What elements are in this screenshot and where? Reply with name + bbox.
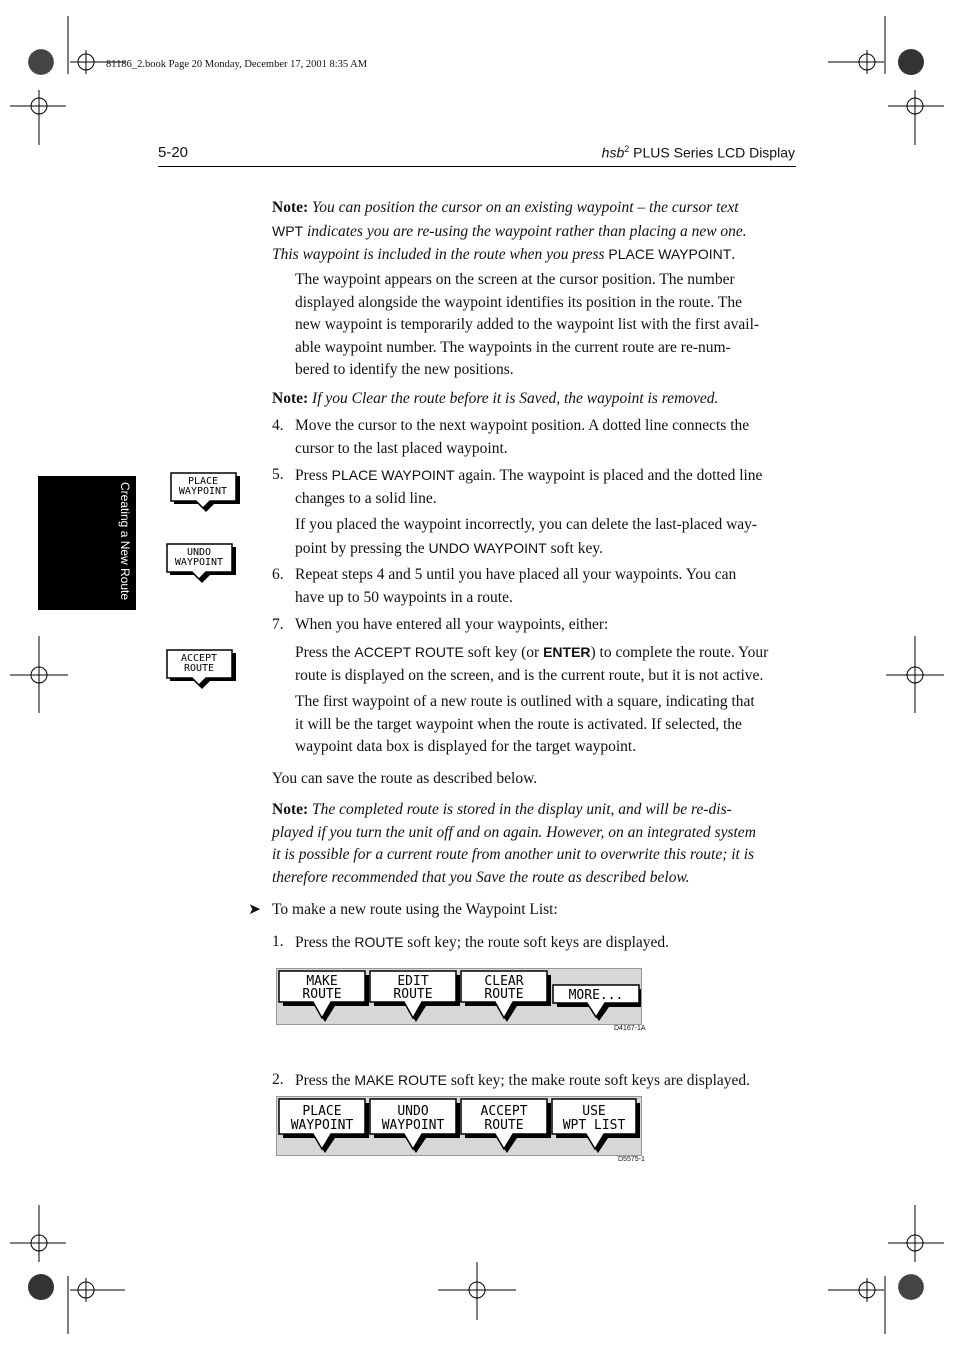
- undo-waypoint-key-icon: [166, 543, 238, 585]
- route-soft-keys: [276, 968, 642, 1025]
- accept-route-key: [461, 1099, 551, 1153]
- step-number: 5.: [272, 466, 284, 483]
- key-label: ROUTE: [484, 1118, 524, 1133]
- enter-key-name: ENTER: [543, 644, 591, 660]
- key-label: WAYPOINT: [174, 557, 224, 568]
- step-5-sub: [295, 514, 796, 560]
- step-number: 6.: [272, 566, 284, 583]
- text-line: When you have entered all your waypoints, either:: [295, 616, 609, 633]
- note-text: therefore recommended that you Save the route as described below.: [272, 868, 690, 886]
- text-line: have up to 50 waypoints in a route.: [295, 588, 513, 606]
- key-label: ROUTE: [393, 987, 433, 1002]
- note-1: [272, 197, 796, 267]
- place-waypoint-key: [279, 1099, 369, 1153]
- text: soft key; the route soft keys are displayed.: [407, 934, 670, 951]
- key-label: MAKE: [306, 974, 338, 989]
- key-label: EDIT: [397, 974, 429, 989]
- step-7: [295, 614, 796, 637]
- key-label: WAYPOINT: [381, 1118, 445, 1133]
- paragraph: [295, 269, 796, 382]
- key-label: WPT LIST: [562, 1118, 626, 1133]
- text: soft key.: [550, 539, 603, 557]
- text: again. The waypoint is placed and the dotted line: [458, 467, 763, 484]
- procedure-title: To make a new route using the Waypoint List:: [272, 901, 558, 918]
- key-label: UNDO: [186, 547, 212, 558]
- side-tab: [38, 476, 136, 610]
- key-label: CLEAR: [484, 974, 524, 989]
- text-line: The waypoint appears on the screen at the cursor position. The number: [295, 271, 735, 288]
- header-title: PLUS Series LCD Display: [629, 144, 795, 161]
- text-line: bered to identify the new positions.: [295, 361, 514, 378]
- key-label: ROUTE: [484, 987, 524, 1002]
- text: Press the: [295, 644, 351, 661]
- text-line: Move the cursor to the next waypoint position. A dotted line connects the: [295, 417, 750, 434]
- note-text: You can position the cursor on an existing waypoint – the cursor text: [312, 199, 739, 216]
- step-6: [295, 564, 796, 609]
- key-name: MAKE ROUTE: [354, 1072, 447, 1088]
- text: ) to complete the route. Your: [590, 644, 769, 661]
- note-2: [272, 388, 796, 411]
- text-line: changes to a solid line.: [295, 489, 437, 507]
- key-label: UNDO: [397, 1104, 429, 1119]
- text-line: waypoint data box is displayed for the target waypoint.: [295, 738, 637, 755]
- text-line: If you placed the waypoint incorrectly, you can delete the last-placed way-: [295, 516, 758, 533]
- brand-name: hsb: [601, 144, 625, 161]
- undo-waypoint-key: [370, 1099, 460, 1153]
- text: Press the: [295, 934, 351, 951]
- note-text: If you Clear the route before it is Saved, the waypoint is removed.: [312, 390, 719, 407]
- text-line: Repeat steps 4 and 5 until you have placed all your waypoints. You can: [295, 566, 737, 583]
- text: Press the: [295, 1072, 351, 1089]
- text: point by pressing the: [295, 539, 425, 557]
- make-route-key: [279, 971, 369, 1022]
- note-text: .: [731, 246, 736, 263]
- key-label: ACCEPT: [180, 653, 218, 664]
- procedure-arrow-icon: ➤: [248, 901, 261, 918]
- place-waypoint-key-icon: [170, 472, 242, 514]
- key-label: ROUTE: [183, 663, 215, 674]
- key-label: ROUTE: [302, 987, 342, 1002]
- text: Press: [295, 467, 328, 484]
- figure-code: D4167-1A: [614, 1025, 646, 1032]
- text-line: new waypoint is temporarily added to the waypoint list with the first avail-: [295, 316, 760, 333]
- key-name: PLACE WAYPOINT: [608, 246, 732, 262]
- step-number: 2.: [272, 1071, 284, 1088]
- text: soft key (or: [467, 644, 540, 661]
- text-line: displayed alongside the waypoint identifies its position in the route. The: [295, 293, 742, 311]
- list-step-2: [295, 1069, 796, 1093]
- note-3: [272, 799, 796, 889]
- step-number: 7.: [272, 616, 284, 633]
- key-name: UNDO WAYPOINT: [428, 539, 547, 556]
- page-number: 5-20: [158, 144, 189, 161]
- list-step-1: [295, 931, 796, 955]
- key-label: USE: [582, 1104, 606, 1119]
- print-info: 81186_2.book Page 20 Monday, December 17, 2001 8:35 AM: [106, 59, 368, 70]
- more-key: [553, 985, 641, 1021]
- note-text: it is possible for a current route from another unit to overwrite this route; it is: [272, 846, 755, 863]
- clear-route-key: [461, 971, 551, 1022]
- key-label: WAYPOINT: [178, 486, 228, 497]
- header-rule: [158, 166, 796, 167]
- edit-route-key: [370, 971, 460, 1022]
- figure-code: D5575-1: [618, 1156, 645, 1163]
- text-line: able waypoint number. The waypoints in the current route are re-num-: [295, 338, 731, 356]
- brand-superscript: 2: [624, 144, 630, 154]
- text-line: The first waypoint of a new route is outlined with a square, indicating that: [295, 693, 755, 710]
- key-name: ROUTE: [354, 934, 404, 950]
- note-text: played if you turn the unit off and on again. However, on an integrated system: [272, 823, 756, 841]
- key-label: ACCEPT: [480, 1104, 528, 1119]
- step-7-option: [295, 641, 796, 687]
- use-wpt-list-key: [552, 1099, 640, 1153]
- text-line: route is displayed on the screen, and is the current route, but it is not active.: [295, 666, 764, 684]
- running-header: [602, 144, 795, 161]
- cursor-text: WPT: [272, 222, 304, 239]
- text-line: it will be the target waypoint when the route is activated. If selected, the: [295, 715, 742, 733]
- note-text: indicates you are re-using the waypoint rather than placing a new one.: [306, 222, 747, 240]
- step-number: 4.: [272, 417, 284, 434]
- accept-route-key-icon: [166, 649, 238, 691]
- step-5: [295, 464, 796, 510]
- text: soft key; the make route soft keys are displayed.: [450, 1072, 751, 1089]
- step-7-para: [295, 691, 796, 759]
- note-text: The completed route is stored in the display unit, and will be re-dis-: [312, 801, 732, 818]
- side-tab-label: Creating a New Route: [118, 482, 132, 601]
- key-label: MORE...: [568, 988, 624, 1003]
- note-label: Note:: [272, 390, 309, 407]
- key-label: PLACE: [187, 476, 219, 487]
- key-label: PLACE: [302, 1104, 342, 1119]
- key-name: ACCEPT ROUTE: [354, 644, 464, 660]
- key-name: PLACE WAYPOINT: [331, 467, 455, 483]
- note-text: This waypoint is included in the route when you press: [272, 246, 605, 263]
- key-label: WAYPOINT: [290, 1118, 354, 1133]
- text-line: cursor to the last placed waypoint.: [295, 439, 508, 457]
- save-text: You can save the route as described below.: [272, 770, 538, 787]
- make-route-soft-keys: [276, 1096, 642, 1156]
- note-label: Note:: [272, 801, 309, 818]
- step-4: [295, 415, 796, 460]
- note-label: Note:: [272, 199, 309, 216]
- step-number: 1.: [272, 933, 284, 950]
